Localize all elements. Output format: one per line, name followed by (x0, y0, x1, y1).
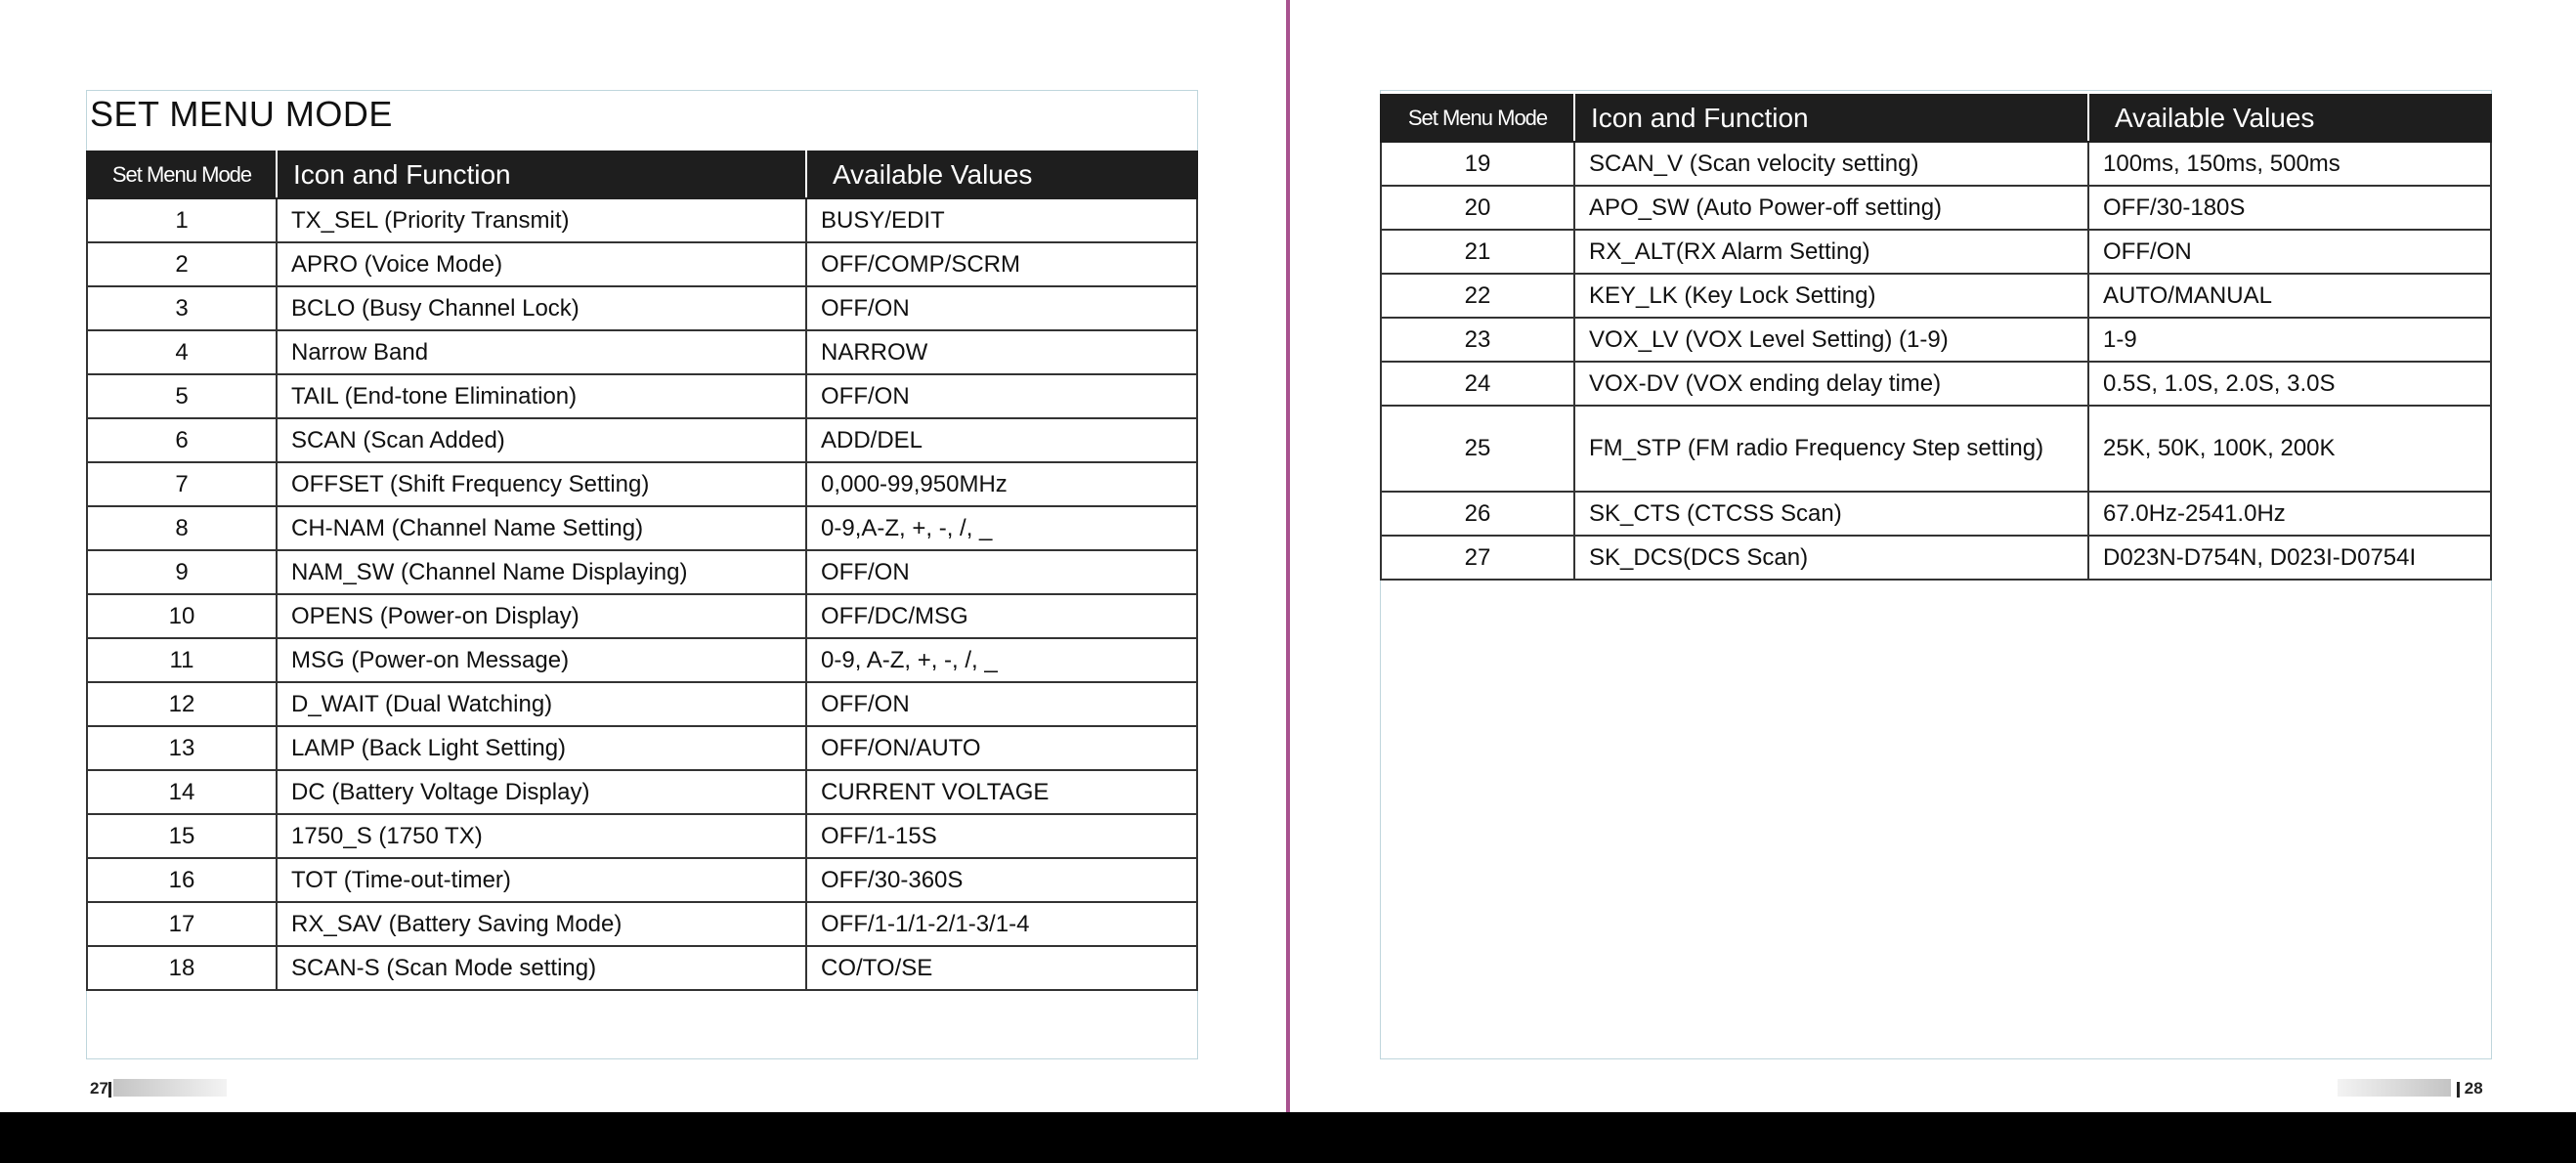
function-cell: DC (Battery Voltage Display) (277, 770, 806, 814)
mode-cell: 22 (1381, 274, 1574, 318)
function-cell: APRO (Voice Mode) (277, 242, 806, 286)
table-row (87, 770, 1197, 814)
page-number-left (90, 1079, 111, 1098)
values-cell: 0.5S, 1.0S, 2.0S, 3.0S (2088, 362, 2491, 406)
mode-cell: 25 (1381, 406, 1574, 492)
values-cell: OFF/ON (2088, 230, 2491, 274)
function-cell: RX_SAV (Battery Saving Mode) (277, 902, 806, 946)
table-row (87, 858, 1197, 902)
page-number-bar-right (2338, 1079, 2451, 1097)
table-row (1381, 406, 2491, 492)
function-cell: TX_SEL (Priority Transmit) (277, 198, 806, 242)
table-row (1381, 230, 2491, 274)
table-row (87, 418, 1197, 462)
function-cell: TAIL (End-tone Elimination) (277, 374, 806, 418)
function-cell: RX_ALT(RX Alarm Setting) (1574, 230, 2088, 274)
mode-cell: 18 (87, 946, 277, 990)
function-cell: LAMP (Back Light Setting) (277, 726, 806, 770)
values-cell: 100ms, 150ms, 500ms (2088, 142, 2491, 186)
function-cell: SCAN_V (Scan velocity setting) (1574, 142, 2088, 186)
function-cell: BCLO (Busy Channel Lock) (277, 286, 806, 330)
values-cell: OFF/ON (806, 374, 1197, 418)
values-cell: 0,000-99,950MHz (806, 462, 1197, 506)
function-cell: KEY_LK (Key Lock Setting) (1574, 274, 2088, 318)
function-cell: SCAN (Scan Added) (277, 418, 806, 462)
values-cell: OFF/ON (806, 286, 1197, 330)
values-cell: 0-9, A-Z, +, -, /, _ (806, 638, 1197, 682)
values-cell: OFF/1-15S (806, 814, 1197, 858)
table-row (87, 682, 1197, 726)
function-cell: CH-NAM (Channel Name Setting) (277, 506, 806, 550)
values-cell: OFF/30-360S (806, 858, 1197, 902)
mode-cell: 4 (87, 330, 277, 374)
function-cell: MSG (Power-on Message) (277, 638, 806, 682)
values-cell: OFF/1-1/1-2/1-3/1-4 (806, 902, 1197, 946)
function-cell: SK_CTS (CTCSS Scan) (1574, 492, 2088, 536)
mode-cell: 15 (87, 814, 277, 858)
mode-cell: 10 (87, 594, 277, 638)
function-cell: OPENS (Power-on Display) (277, 594, 806, 638)
values-cell: CURRENT VOLTAGE (806, 770, 1197, 814)
values-cell: CO/TO/SE (806, 946, 1197, 990)
function-cell: SCAN-S (Scan Mode setting) (277, 946, 806, 990)
table-header-row (1381, 95, 2491, 142)
mode-cell: 7 (87, 462, 277, 506)
header-set-menu-mode: Set Menu Mode (87, 151, 277, 198)
menu-table-left-body (87, 198, 1197, 990)
page-number-bar-left (113, 1079, 227, 1097)
mode-cell: 20 (1381, 186, 1574, 230)
table-row (87, 550, 1197, 594)
mode-cell: 16 (87, 858, 277, 902)
table-row (87, 330, 1197, 374)
function-cell: FM_STP (FM radio Frequency Step setting) (1574, 406, 2088, 492)
values-cell: NARROW (806, 330, 1197, 374)
values-cell: OFF/ON (806, 550, 1197, 594)
mode-cell: 1 (87, 198, 277, 242)
values-cell: D023N-D754N, D023I-D0754I (2088, 536, 2491, 580)
values-cell: AUTO/MANUAL (2088, 274, 2491, 318)
table-row (1381, 142, 2491, 186)
bottom-black-band (0, 1112, 2576, 1163)
table-row (87, 506, 1197, 550)
table-row (87, 198, 1197, 242)
function-cell: Narrow Band (277, 330, 806, 374)
table-row (1381, 274, 2491, 318)
function-cell: 1750_S (1750 TX) (277, 814, 806, 858)
function-cell: APO_SW (Auto Power-off setting) (1574, 186, 2088, 230)
page-number-right (2457, 1079, 2483, 1098)
table-row (87, 242, 1197, 286)
values-cell: OFF/DC/MSG (806, 594, 1197, 638)
mode-cell: 11 (87, 638, 277, 682)
left-page (0, 0, 1286, 1163)
mode-cell: 27 (1381, 536, 1574, 580)
values-cell: 0-9,A-Z, +, -, /, _ (806, 506, 1197, 550)
mode-cell: 5 (87, 374, 277, 418)
function-cell: D_WAIT (Dual Watching) (277, 682, 806, 726)
table-row (1381, 536, 2491, 580)
table-row (87, 638, 1197, 682)
values-cell: OFF/30-180S (2088, 186, 2491, 230)
table-row (87, 462, 1197, 506)
function-cell: TOT (Time-out-timer) (277, 858, 806, 902)
mode-cell: 8 (87, 506, 277, 550)
function-cell: NAM_SW (Channel Name Displaying) (277, 550, 806, 594)
menu-table-right (1380, 94, 2492, 581)
table-row (87, 946, 1197, 990)
table-row (87, 814, 1197, 858)
mode-cell: 13 (87, 726, 277, 770)
mode-cell: 12 (87, 682, 277, 726)
page-number-separator (108, 1082, 111, 1098)
function-cell: VOX_LV (VOX Level Setting) (1-9) (1574, 318, 2088, 362)
function-cell: OFFSET (Shift Frequency Setting) (277, 462, 806, 506)
mode-cell: 26 (1381, 492, 1574, 536)
page-number-left-text: 27 (90, 1079, 108, 1098)
page-number-separator (2457, 1082, 2460, 1098)
table-header-row (87, 151, 1197, 198)
values-cell: 67.0Hz-2541.0Hz (2088, 492, 2491, 536)
function-cell: VOX-DV (VOX ending delay time) (1574, 362, 2088, 406)
mode-cell: 21 (1381, 230, 1574, 274)
table-row (87, 286, 1197, 330)
values-cell: OFF/COMP/SCRM (806, 242, 1197, 286)
mode-cell: 24 (1381, 362, 1574, 406)
mode-cell: 2 (87, 242, 277, 286)
header-icon-and-function: Icon and Function (277, 151, 806, 198)
page-number-right-text: 28 (2464, 1079, 2483, 1098)
header-available-values: Available Values (806, 151, 1197, 198)
menu-table-left (86, 151, 1198, 991)
values-cell: 25K, 50K, 100K, 200K (2088, 406, 2491, 492)
menu-table-right-body (1381, 142, 2491, 580)
table-row (87, 594, 1197, 638)
mode-cell: 23 (1381, 318, 1574, 362)
mode-cell: 6 (87, 418, 277, 462)
table-row (87, 902, 1197, 946)
table-row (1381, 318, 2491, 362)
values-cell: ADD/DEL (806, 418, 1197, 462)
mode-cell: 19 (1381, 142, 1574, 186)
values-cell: 1-9 (2088, 318, 2491, 362)
table-row (1381, 362, 2491, 406)
mode-cell: 14 (87, 770, 277, 814)
mode-cell: 9 (87, 550, 277, 594)
table-row (1381, 186, 2491, 230)
values-cell: BUSY/EDIT (806, 198, 1197, 242)
table-row (87, 726, 1197, 770)
table-row (87, 374, 1197, 418)
header-set-menu-mode: Set Menu Mode (1381, 95, 1574, 142)
table-row (1381, 492, 2491, 536)
function-cell: SK_DCS(DCS Scan) (1574, 536, 2088, 580)
section-title: SET MENU MODE (90, 94, 393, 134)
mode-cell: 17 (87, 902, 277, 946)
mode-cell: 3 (87, 286, 277, 330)
values-cell: OFF/ON/AUTO (806, 726, 1197, 770)
header-icon-and-function: Icon and Function (1574, 95, 2088, 142)
header-available-values: Available Values (2088, 95, 2491, 142)
values-cell: OFF/ON (806, 682, 1197, 726)
